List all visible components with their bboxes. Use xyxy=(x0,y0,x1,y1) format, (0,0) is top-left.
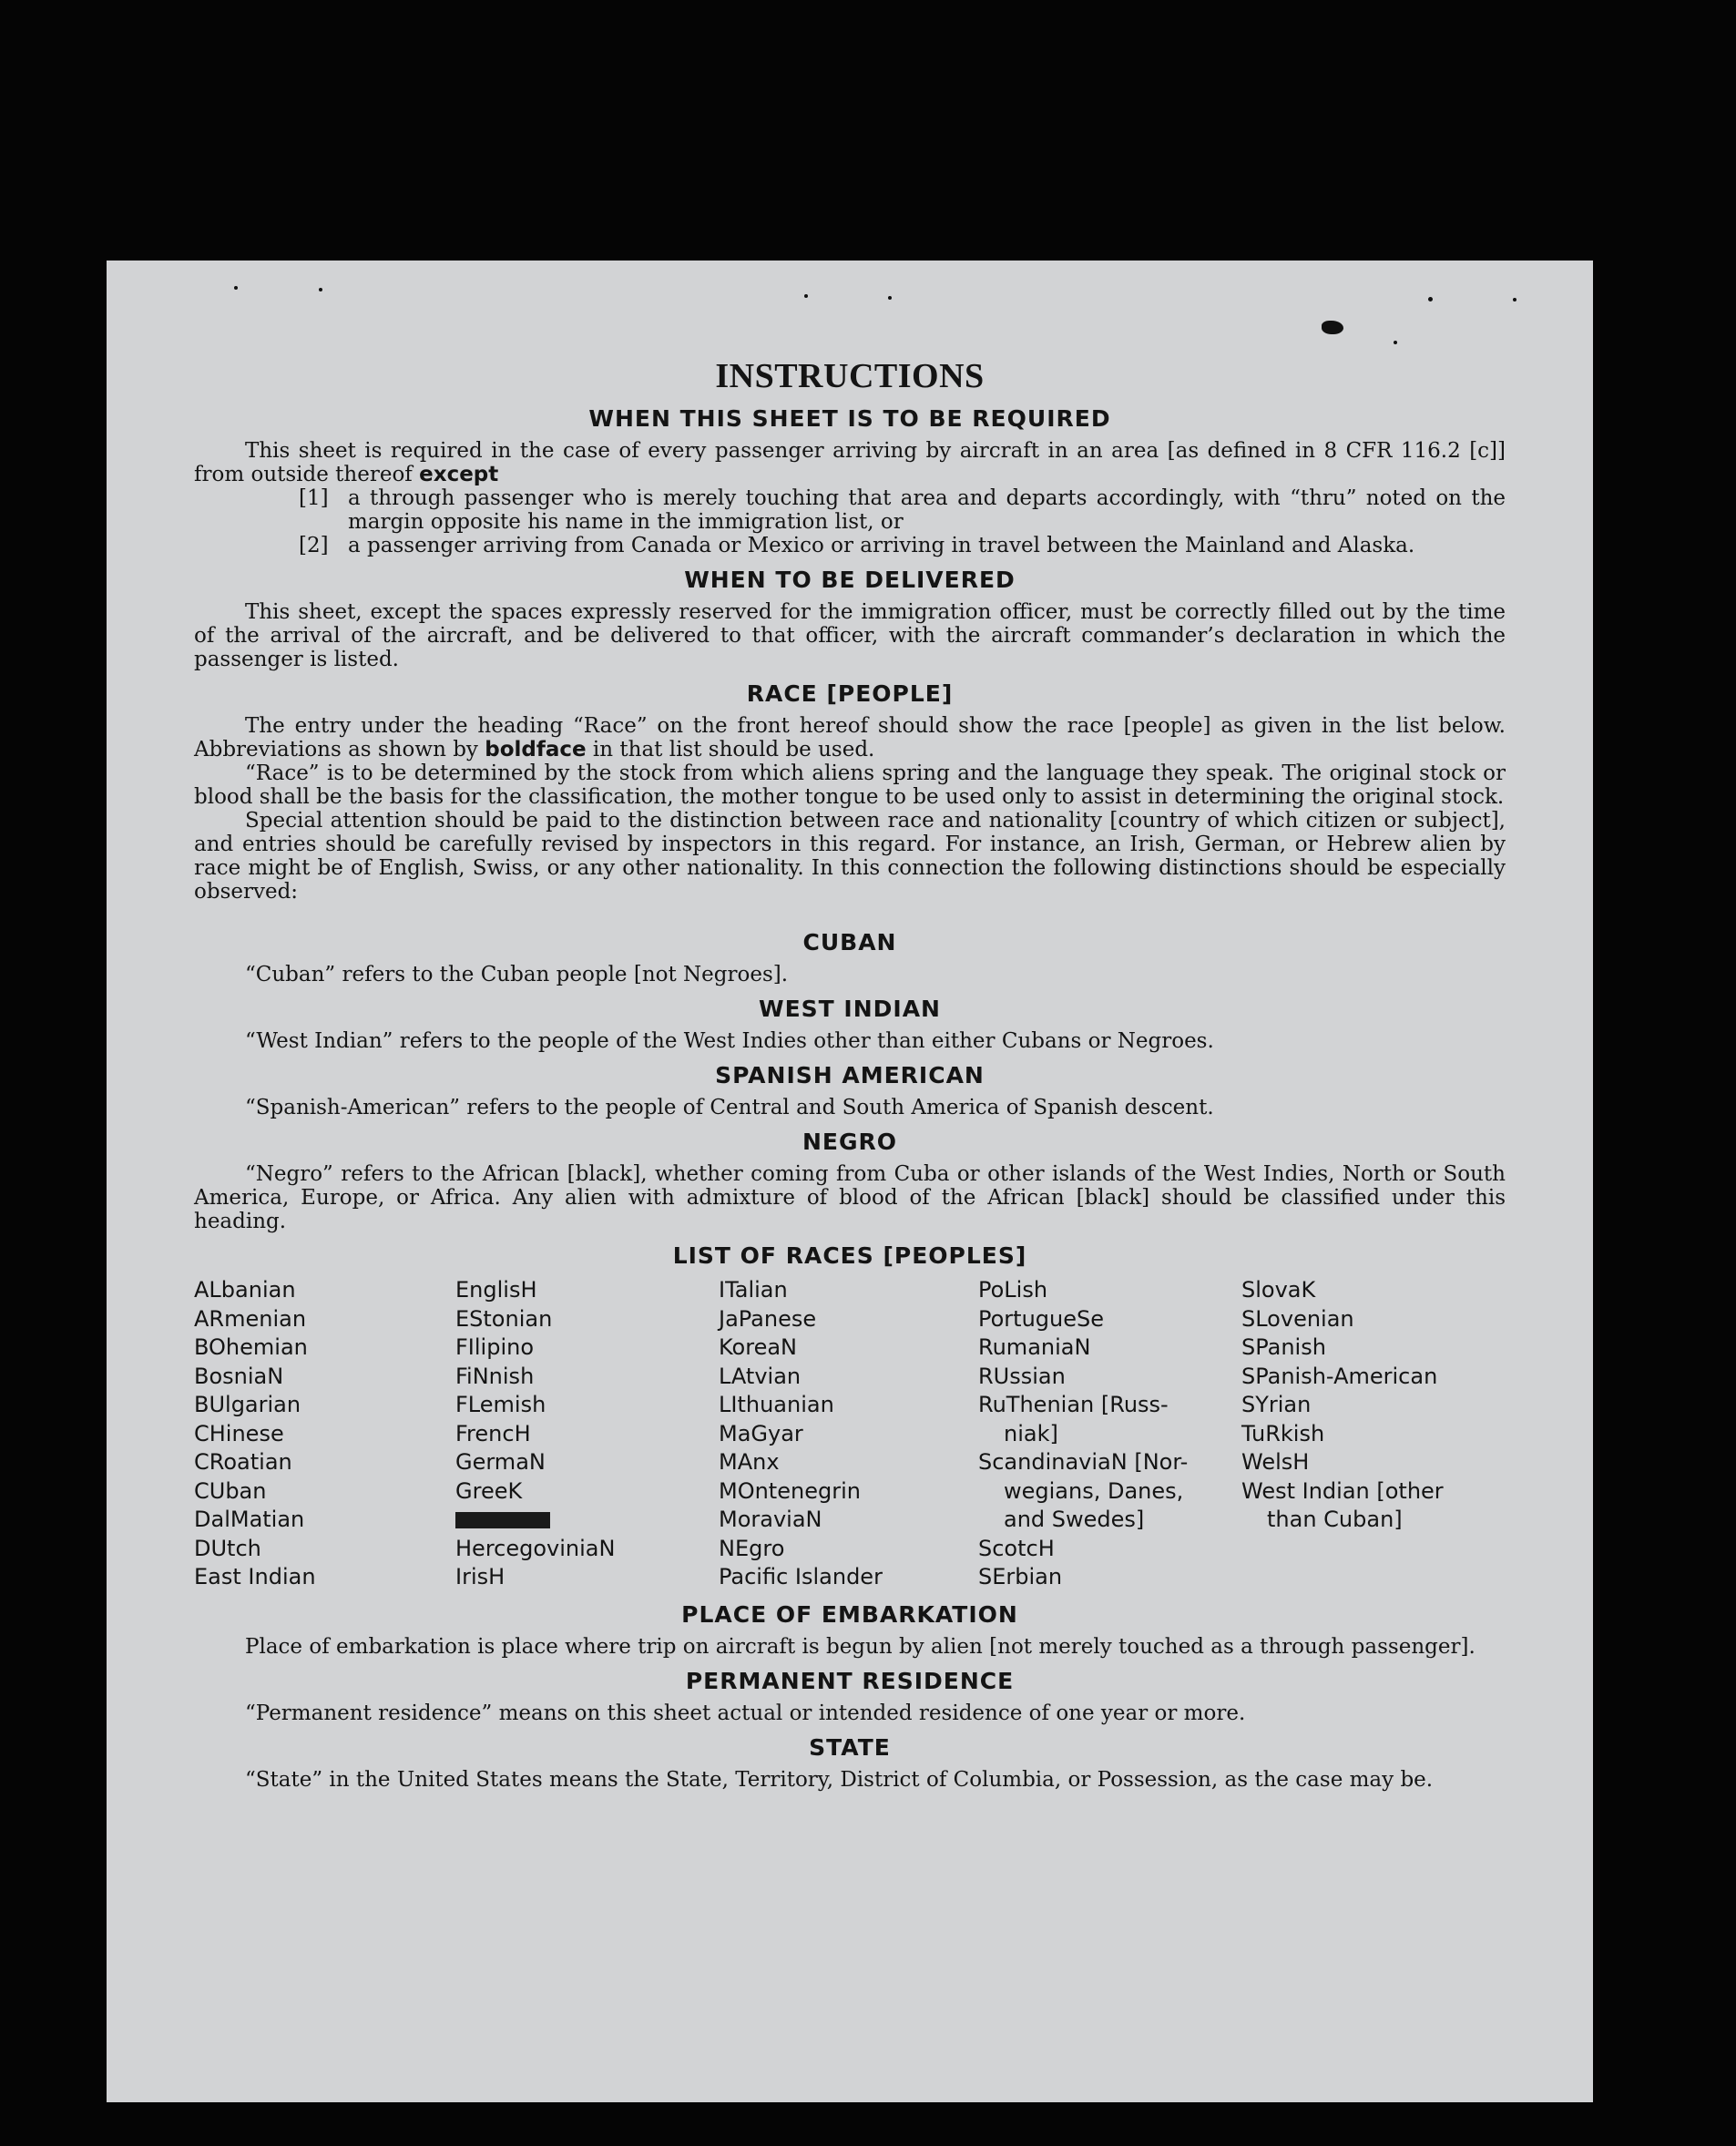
heading-negro: NEGRO xyxy=(802,1129,898,1155)
heading-state: STATE xyxy=(809,1733,891,1761)
race-item: BUlgarian xyxy=(194,1392,301,1417)
dust-speck xyxy=(319,288,322,291)
race-paragraph-2: “Race” is to be determined by the stock from which aliens spring and the language they speak. The original stock or blood shall be the basis for the classification, the mother tongue to be used only to assist in determining the original stock. xyxy=(194,761,1506,809)
heading-when-delivered: WHEN TO BE DELIVERED xyxy=(684,567,1016,593)
race-item-continued: niak] xyxy=(1004,1420,1058,1446)
race-item: BOhemian xyxy=(194,1334,308,1360)
dust-speck xyxy=(234,286,238,290)
race-item: ARmenian xyxy=(194,1305,307,1332)
ink-blot xyxy=(1322,321,1343,334)
race-item: NEgro xyxy=(719,1535,785,1561)
race-item: MoraviaN xyxy=(719,1507,822,1532)
race-item: IrisH xyxy=(455,1564,505,1589)
race-column-1 xyxy=(194,1276,455,1592)
dust-speck xyxy=(1428,297,1433,301)
item-number: [1] xyxy=(299,486,329,510)
heading-race: RACE [PEOPLE] xyxy=(746,680,954,707)
race-item: SErbian xyxy=(978,1564,1063,1589)
race-item: CHinese xyxy=(194,1420,284,1446)
race-item: LIthuanian xyxy=(719,1392,834,1417)
dust-speck xyxy=(1394,341,1397,344)
race-column-2 xyxy=(455,1276,719,1592)
race-p1-b: in that list should be used. xyxy=(592,738,875,761)
race-item: PoLish xyxy=(978,1277,1048,1303)
west-indian-text: “West Indian” refers to the people of the West Indies other than either Cubans or Negroes. xyxy=(245,1029,1214,1053)
instruction-sheet xyxy=(107,261,1593,2102)
dust-speck xyxy=(804,294,808,298)
race-item: GreeK xyxy=(455,1477,523,1504)
delivered-text: This sheet, except the spaces expressly reserved for the immigration officer, must be correctly filled out by the time of the arrival of the aircraft, and be delivered to that officer, with the aircraft commander’s declaration in which the passenger is listed. xyxy=(194,600,1506,671)
item-number: [2] xyxy=(299,534,329,557)
race-item: SYrian xyxy=(1241,1392,1312,1417)
race-item: East Indian xyxy=(194,1564,316,1589)
race-item: LAtvian xyxy=(719,1363,802,1389)
required-item-2 xyxy=(194,534,1506,557)
race-item: SlovaK xyxy=(1241,1277,1316,1303)
heading-embarkation: PLACE OF EMBARKATION xyxy=(681,1600,1018,1628)
race-item: TuRkish xyxy=(1241,1420,1325,1446)
race-item-continued: and Swedes] xyxy=(1004,1507,1145,1532)
race-item: MaGyar xyxy=(719,1420,803,1446)
race-paragraph-1 xyxy=(194,714,1506,761)
race-item: CRoatian xyxy=(194,1449,292,1475)
race-item: DUtch xyxy=(194,1535,261,1561)
required-intro-bold: except xyxy=(419,463,499,486)
race-p1-a: The entry under the heading “Race” on the front hereof should show the race [people] as given in the list below. Abbreviations as shown by xyxy=(194,714,1506,761)
race-item: MOntenegrin xyxy=(719,1477,861,1504)
race-item: WelsH xyxy=(1241,1449,1310,1475)
race-item: CUban xyxy=(194,1477,267,1504)
race-item: ITalian xyxy=(719,1277,788,1303)
dust-speck xyxy=(1513,298,1516,301)
race-column-5 xyxy=(1241,1276,1500,1592)
race-item: DalMatian xyxy=(194,1507,305,1532)
race-item: FrencH xyxy=(455,1420,531,1446)
ink-smudge xyxy=(455,1512,550,1528)
race-p1-bold: boldface xyxy=(485,738,587,761)
item-text: a passenger arriving from Canada or Mexico or arriving in travel between the Mainland and Alaska. xyxy=(348,534,1415,557)
required-item-1 xyxy=(194,486,1506,534)
cuban-text: “Cuban” refers to the Cuban people [not Negroes]. xyxy=(245,963,789,986)
required-intro-text: This sheet is required in the case of every passenger arriving by aircraft in an area [as defined in 8 CFR 116.2 [c]] from outside thereof xyxy=(194,439,1506,486)
race-item: RuThenian [Russ- xyxy=(978,1392,1169,1417)
race-item: FLemish xyxy=(455,1392,546,1417)
race-item: ScotcH xyxy=(978,1535,1055,1561)
race-item: EStonian xyxy=(455,1305,553,1332)
race-item-continued: than Cuban] xyxy=(1267,1507,1403,1532)
heading-spanish-american: SPANISH AMERICAN xyxy=(715,1062,985,1088)
race-item: SLovenian xyxy=(1241,1305,1354,1332)
heading-west-indian: WEST INDIAN xyxy=(759,996,941,1022)
item-text: a through passenger who is merely touching that area and departs accordingly, with “thru” noted on the margin opposite his name in the immigration list, or xyxy=(348,486,1506,534)
race-item: SPanish-American xyxy=(1241,1363,1438,1389)
heading-list-of-races: LIST OF RACES [PEOPLES] xyxy=(672,1242,1027,1269)
race-item: GermaN xyxy=(455,1449,546,1475)
race-item: PortugueSe xyxy=(978,1305,1104,1332)
page-title: INSTRUCTIONS xyxy=(715,357,985,395)
spanish-american-text: “Spanish-American” refers to the people of Central and South America of Spanish descent. xyxy=(245,1096,1214,1119)
embarkation-text: Place of embarkation is place where trip on aircraft is begun by alien [not merely touched as a through passenger]. xyxy=(245,1634,1476,1659)
race-item: HercegoviniaN xyxy=(455,1535,616,1561)
negro-text: “Negro” refers to the African [black], whether coming from Cuba or other islands of the West Indies, North or South America, Europe, or Africa. Any alien with admixture of blood of the African [black] should be classified under this heading. xyxy=(194,1162,1506,1233)
race-item: SPanish xyxy=(1241,1334,1326,1360)
race-item: ALbanian xyxy=(194,1277,296,1303)
heading-cuban: CUBAN xyxy=(802,929,897,955)
race-item: MAnx xyxy=(719,1449,780,1475)
state-text: “State” in the United States means the State, Territory, District of Columbia, or Possession, as the case may be. xyxy=(245,1767,1434,1792)
race-list xyxy=(194,1276,1506,1592)
race-item: West Indian [other xyxy=(1241,1477,1444,1504)
heading-when-required: WHEN THIS SHEET IS TO BE REQUIRED xyxy=(588,405,1111,432)
required-intro xyxy=(194,439,1506,486)
dust-speck xyxy=(888,296,892,300)
race-item: KoreaN xyxy=(719,1334,797,1360)
race-item: JaPanese xyxy=(719,1305,817,1332)
race-item: EnglisH xyxy=(455,1277,537,1303)
race-item-continued: wegians, Danes, xyxy=(1004,1477,1184,1504)
race-item: RUssian xyxy=(978,1363,1066,1389)
residence-text: “Permanent residence” means on this sheet actual or intended residence of one year or more. xyxy=(245,1701,1246,1725)
race-column-3 xyxy=(719,1276,978,1592)
race-item: BosniaN xyxy=(194,1363,284,1389)
race-item: RumaniaN xyxy=(978,1334,1091,1360)
race-item: FiNnish xyxy=(455,1363,535,1389)
race-item: ScandinaviaN [Nor- xyxy=(978,1449,1189,1475)
heading-permanent-residence: PERMANENT RESIDENCE xyxy=(685,1667,1015,1694)
race-paragraph-3: Special attention should be paid to the distinction between race and nationality [country of which citizen or subject], and entries should be carefully revised by inspectors in this regard. For instance, an Irish, German, or Hebrew alien by race might be of English, Swiss, or any other nationality. In this connection the following distinctions should be especially observed: xyxy=(194,809,1506,904)
race-item: FIlipino xyxy=(455,1334,535,1360)
race-item-redacted xyxy=(455,1506,719,1535)
race-item: Pacific Islander xyxy=(719,1564,883,1589)
race-column-4 xyxy=(978,1276,1241,1592)
